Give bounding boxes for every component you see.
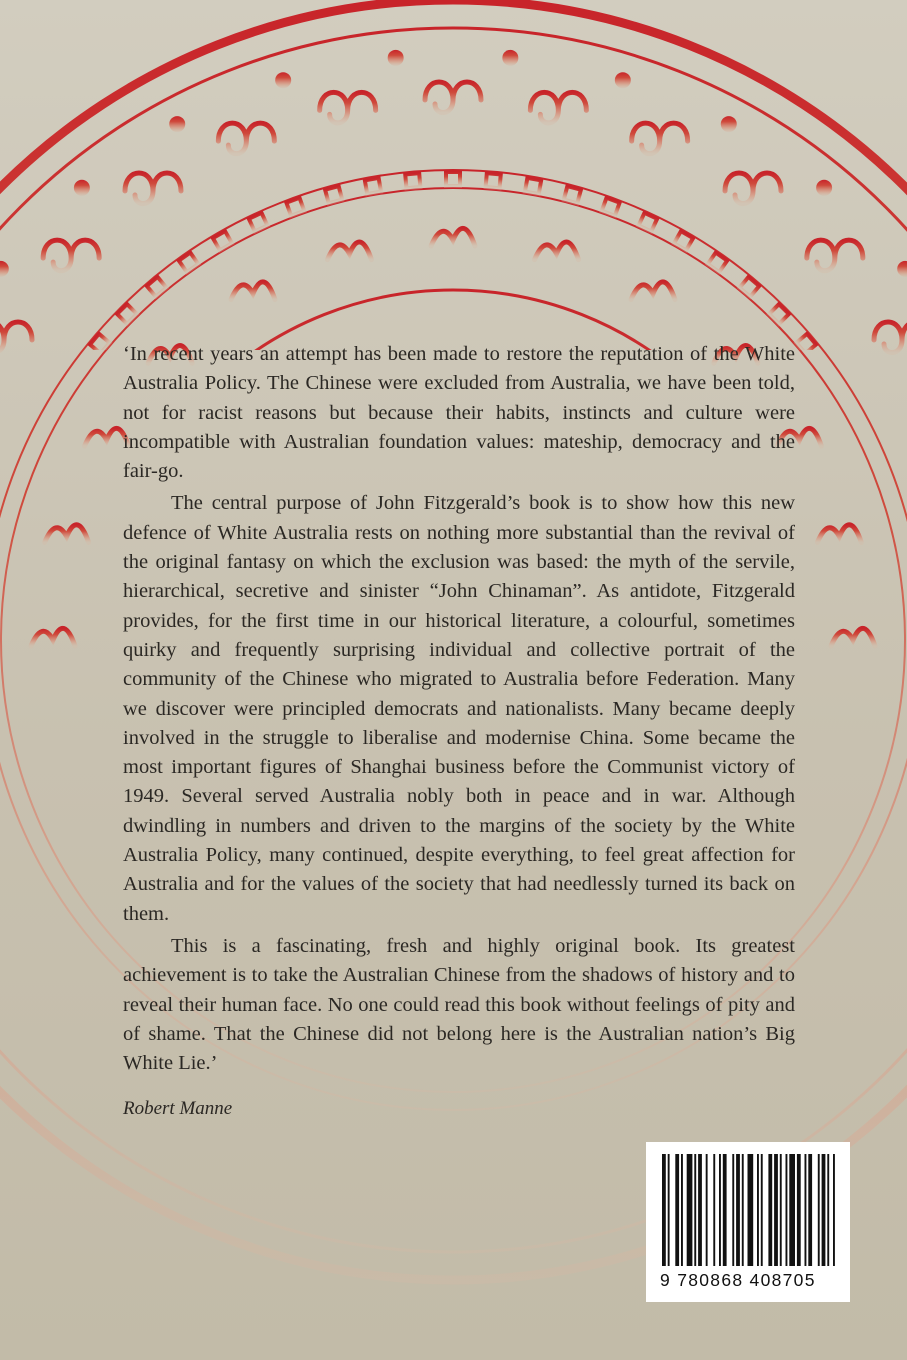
key-pattern-tile (365, 178, 381, 194)
key-pattern-tile (325, 186, 342, 203)
cloud-motif (631, 282, 675, 300)
cloud-motif (817, 525, 861, 543)
barcode-bar (698, 1154, 702, 1266)
scroll-motif (218, 123, 274, 154)
barcode-bar (786, 1154, 788, 1266)
cloud-motif (85, 428, 129, 446)
key-pattern-tile (890, 512, 907, 529)
key-pattern-tile (602, 198, 620, 216)
key-pattern-tile (639, 213, 658, 232)
barcode-bar (662, 1154, 666, 1266)
scroll-motif (0, 322, 32, 353)
barcode-bar (732, 1154, 734, 1266)
cloud-motif (535, 242, 579, 260)
blurb-paragraph: ‘In recent years an attempt has been made to restore the reputation of the White Australia Policy. The Chinese were excluded from Australia, we have been told, not for racist reasons but because their habits, instincts and culture were incompatible with Australian foundation values: mateship, democracy and the fair-go. (123, 343, 795, 483)
barcode-bars (646, 1142, 850, 1272)
scroll-motif (425, 82, 481, 113)
barcode-bar (675, 1154, 679, 1266)
barcode-bar (774, 1154, 778, 1266)
scroll-motif (43, 240, 99, 271)
scroll-motif (530, 92, 586, 123)
key-pattern-tile (405, 173, 420, 188)
scroll-motif (807, 240, 863, 271)
key-pattern-tile (446, 172, 460, 186)
barcode-bar (827, 1154, 829, 1266)
barcode-bar (789, 1154, 795, 1266)
blurb-paragraph: The central purpose of John Fitzgerald’s book is to show how this new defence of White Australia rests on nothing more substantial than the revival of the original fantasy on which the exclusion was based: the myth of the servile, hierarchical, secretive and sinister “John Chinaman”. As antidote, Fitzgerald provides, for the first time in our historical literature, a colourful, sometimes quirky and frequently surprising individual and collective portrait of the community of the Chinese who migrated to Australia before Federation. Many we discover were principled democrats and nationalists. Many became deeply involved in the struggle to liberalise and modernise China. Some became the most important figures of Shanghai business before the Communist victory of 1949. Several served Australia nobly both in peace and in war. Although dwindling in numbers and driven to the margins of the society by the White Australia Policy, many continued, despite everything, to feel great affection for Australia and for the values of the society that had needlessly turned its back on them. (123, 492, 795, 925)
key-pattern-tile (486, 173, 501, 188)
key-pattern-tile (899, 552, 907, 568)
key-pattern-tile (286, 198, 304, 216)
barcode-bar (742, 1154, 744, 1266)
barcode-bar (797, 1154, 801, 1266)
cloud-motif (45, 525, 89, 543)
key-pattern-tile (564, 186, 581, 203)
cloud-motif (231, 282, 275, 300)
barcode-bar (757, 1154, 759, 1266)
barcode-bar (818, 1154, 820, 1266)
cloud-motif (31, 628, 75, 646)
scroll-motif (632, 123, 688, 154)
ornament-dot (388, 50, 404, 66)
scroll-motif (725, 173, 781, 204)
key-pattern-tile (0, 552, 7, 568)
barcode-bar (668, 1154, 670, 1266)
ornament-dot (275, 72, 291, 88)
barcode-bar (805, 1154, 807, 1266)
blurb-paragraph: This is a fascinating, fresh and highly original book. Its greatest achievement is to take the Australian Chinese from the shadows of history and to reveal their human face. No one could read this book without feelings of pity and of shame. That the Chinese did not belong here is the Australian nation’s Big White Lie.’ (123, 934, 795, 1075)
barcode-bar (719, 1154, 721, 1266)
barcode-bar (681, 1154, 683, 1266)
isbn-number: 9 780868 408705 (660, 1270, 816, 1290)
barcode-bar (687, 1154, 693, 1266)
scroll-motif (320, 92, 376, 123)
ornament-dot (721, 116, 737, 132)
back-cover-blurb (123, 340, 795, 1081)
ornament-dot (0, 261, 9, 277)
ornament-dot (74, 180, 90, 196)
barcode-bar (808, 1154, 812, 1266)
scroll-motif (125, 173, 181, 204)
key-pattern-tile (525, 178, 541, 194)
barcode-bar (822, 1154, 826, 1266)
barcode-bar (706, 1154, 708, 1266)
key-pattern-tile (0, 592, 1, 607)
isbn-barcode (646, 1142, 850, 1302)
key-pattern-tile (249, 213, 268, 232)
cloud-motif (831, 628, 875, 646)
scroll-motif (874, 322, 907, 353)
cloud-motif (431, 228, 475, 246)
barcode-bar (736, 1154, 740, 1266)
barcode-bar (748, 1154, 754, 1266)
barcode-bar (780, 1154, 782, 1266)
barcode-bar (713, 1154, 715, 1266)
barcode-bar (761, 1154, 763, 1266)
ornament-dot (816, 180, 832, 196)
barcode-bar (833, 1154, 835, 1266)
barcode-bar (694, 1154, 696, 1266)
ornament-dot (169, 116, 185, 132)
ornament-dot (502, 50, 518, 66)
cloud-motif (327, 242, 371, 260)
blurb-attribution: Robert Manne (123, 1098, 233, 1119)
barcode-bar (768, 1154, 772, 1266)
barcode-bar (723, 1154, 727, 1266)
ornament-dot (897, 261, 907, 277)
key-pattern-tile (0, 512, 16, 529)
ornament-dot (615, 72, 631, 88)
